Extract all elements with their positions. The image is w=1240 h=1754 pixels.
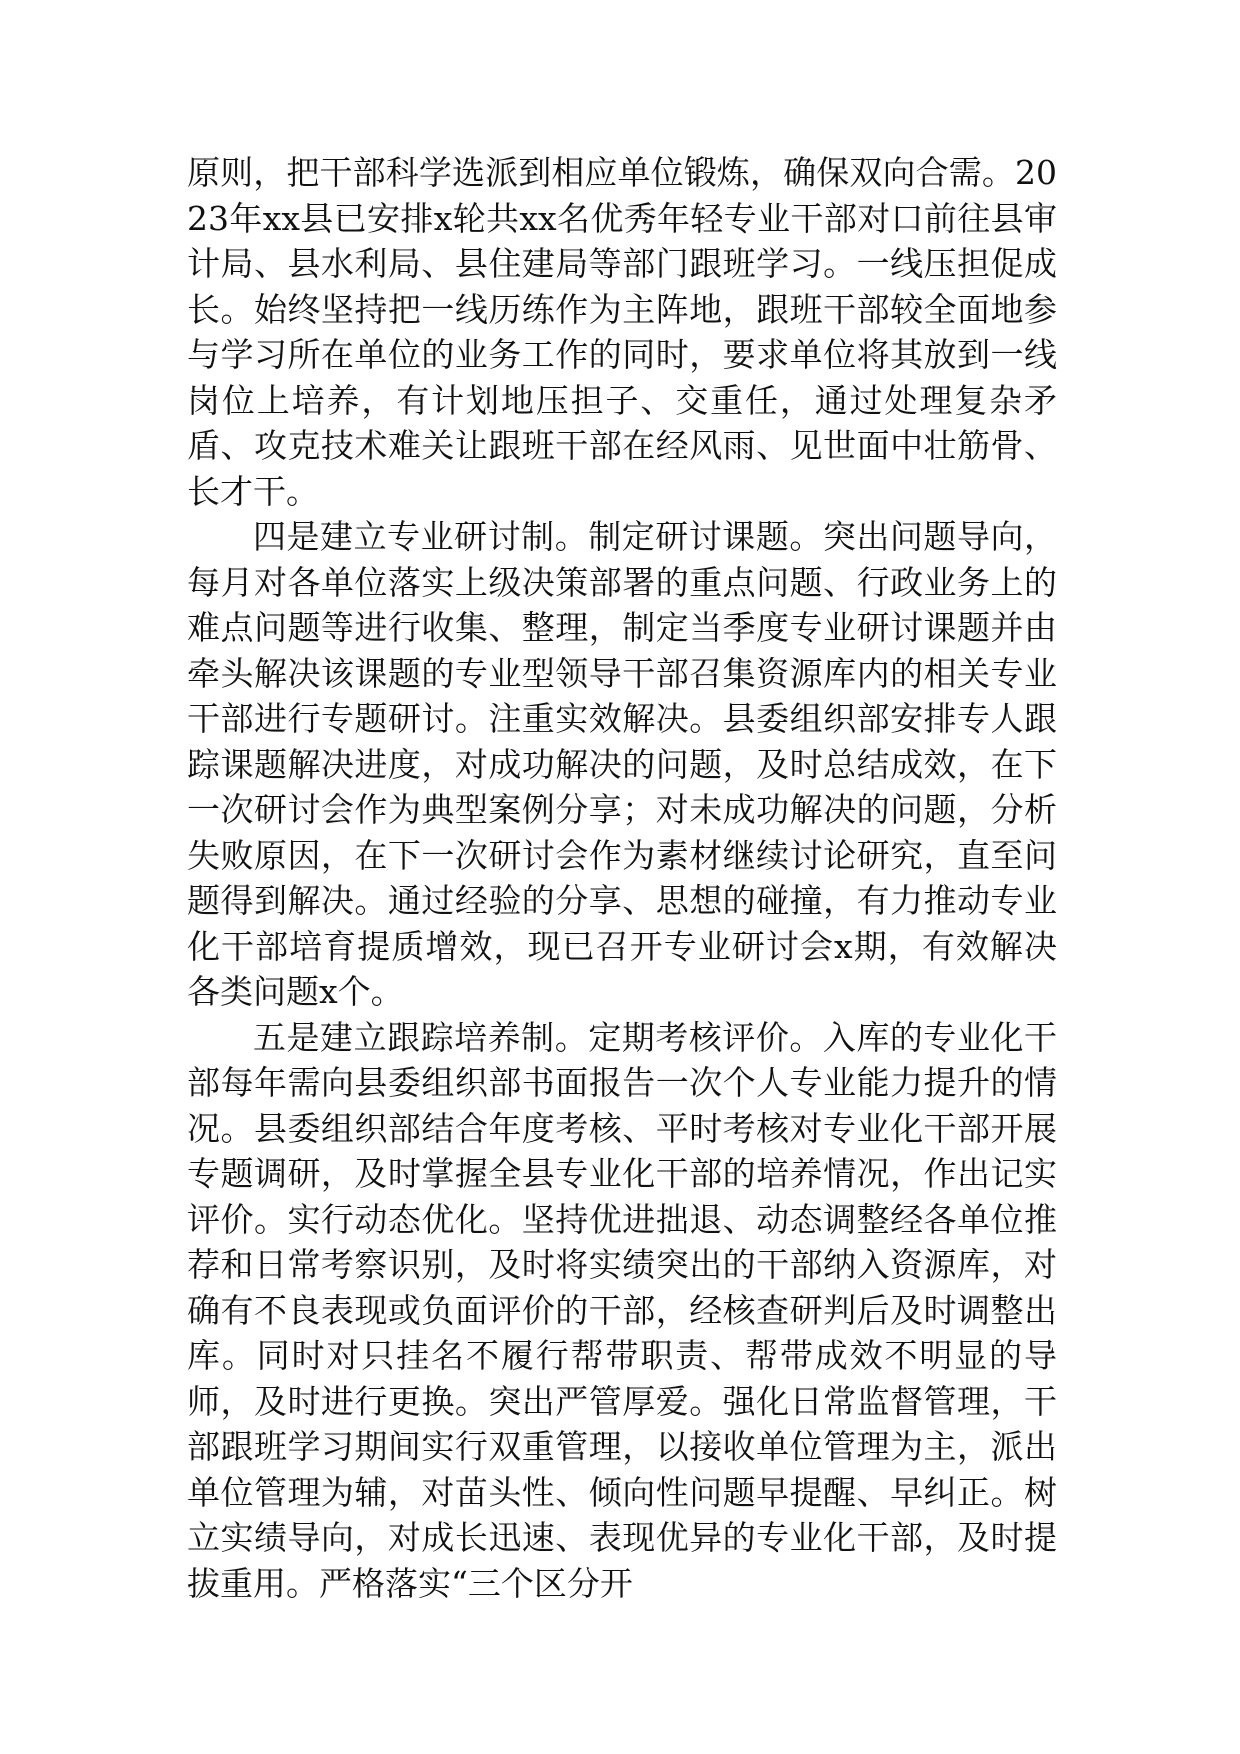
- paragraph-professional-seminar: 四是建立专业研讨制。制定研讨课题。突出问题导向，每月对各单位落实上级决策部署的重点问题、行政业务上的难点问题等进行收集、整理，制定当季度专业研讨课题并由牵头解决该课题的专业型领导干部召集资源库内的相关专业干部进行专题研讨。注重实效解决。县委组织部安排专人跟踪课题解决进度，对成功解决的问题，及时总结成效，在下一次研讨会作为典型案例分享；对未成功解决的问题，分析失败原因，在下一次研讨会作为素材继续讨论研究，直至问题得到解决。通过经验的分享、思想的碰撞，有力推动专业化干部培育提质增效，现已召开专业研讨会x期，有效解决各类问题x个。: [187, 517, 1057, 1011]
- document-body: [187, 150, 1057, 1606]
- paragraph-continuation: 原则，把干部科学选派到相应单位锻炼，确保双向合需。2023年xx县已安排x轮共xx名优秀年轻专业干部对口前往县审计局、县水利局、县住建局等部门跟班学习。一线压担促成长。始终坚持把一线历练作为主阵地，跟班干部较全面地参与学习所在单位的业务工作的同时，要求单位将其放到一线岗位上培养，有计划地压担子、交重任，通过处理复杂矛盾、攻克技术难关让跟班干部在经风雨、见世面中壮筋骨、长才干。: [187, 153, 1057, 511]
- paragraph-tracking-training: 五是建立跟踪培养制。定期考核评价。入库的专业化干部每年需向县委组织部书面报告一次个人专业能力提升的情况。县委组织部结合年度考核、平时考核对专业化干部开展专题调研，及时掌握全县专业化干部的培养情况，作出记实评价。实行动态优化。坚持优进拙退、动态调整经各单位推荐和日常考察识别，及时将实绩突出的干部纳入资源库，对确有不良表现或负面评价的干部，经核查研判后及时调整出库。同时对只挂名不履行帮带职责、帮带成效不明显的导师，及时进行更换。突出严管厚爱。强化日常监督管理，干部跟班学习期间实行双重管理，以接收单位管理为主，派出单位管理为辅，对苗头性、倾向性问题早提醒、早纠正。树立实绩导向，对成长迅速、表现优异的专业化干部，及时提拔重用。严格落实“三个区分开: [187, 1017, 1057, 1603]
